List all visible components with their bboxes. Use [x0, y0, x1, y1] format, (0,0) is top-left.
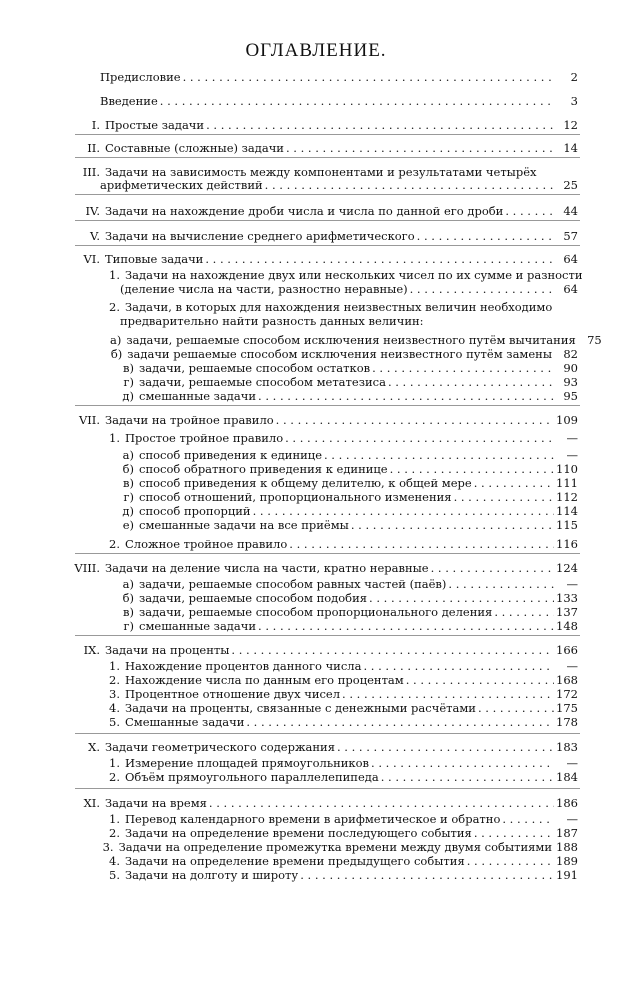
- section-number: 2.: [109, 537, 120, 551]
- toc-page-number: 2: [570, 70, 578, 84]
- toc-subsection[interactable]: [110, 504, 578, 518]
- toc-entry-text: Процентное отношение двух чисел: [125, 687, 341, 701]
- divider: [75, 553, 580, 554]
- toc-page-number: 64: [563, 252, 578, 266]
- toc-entry-text: Простые задачи: [105, 118, 205, 132]
- toc-section[interactable]: [100, 840, 578, 854]
- toc-entry-text: Сложное тройное правило: [125, 537, 288, 551]
- toc-subsection[interactable]: [110, 389, 578, 403]
- toc-page-number: —: [566, 812, 578, 826]
- divider: [75, 245, 580, 246]
- toc-section[interactable]: [100, 826, 578, 840]
- divider: [75, 194, 580, 195]
- toc-chapter-9[interactable]: [60, 643, 578, 657]
- subsection-letter: в): [123, 476, 134, 490]
- toc-entry-text: задачи, решаемые способом остатков: [139, 361, 371, 375]
- toc-entry-text: способ пропорций: [139, 504, 251, 518]
- chapter-number: III.: [82, 165, 100, 179]
- toc-entry-text: Задачи на время: [105, 796, 207, 810]
- toc-page-number: 189: [556, 854, 578, 868]
- toc-section[interactable]: [100, 687, 578, 701]
- toc-page-number: 184: [556, 770, 578, 784]
- subsection-letter: г): [123, 490, 134, 504]
- toc-section[interactable]: [100, 715, 578, 729]
- chapter-number: VII.: [78, 413, 100, 427]
- subsection-letter: д): [122, 389, 134, 403]
- toc-subsection[interactable]: [110, 591, 578, 605]
- chapter-number: II.: [87, 141, 100, 155]
- toc-page-number: 112: [556, 490, 578, 504]
- toc-entry-text: задачи, решаемые способом исключения неизвестного путём вычитания: [126, 333, 576, 347]
- toc-section[interactable]: [100, 701, 578, 715]
- toc-entry-text: Задачи на вычисление среднего арифметического: [105, 229, 415, 243]
- toc-subsection[interactable]: [110, 476, 578, 490]
- section-number: 4.: [109, 701, 120, 715]
- section-number: 1.: [109, 812, 120, 826]
- chapter-number: IX.: [83, 643, 100, 657]
- toc-page-number: 191: [556, 868, 578, 882]
- toc-entry-text: задачи, решаемые способом равных частей (паёв): [139, 577, 447, 591]
- toc-subsection[interactable]: [110, 518, 578, 532]
- toc-page-number: 110: [556, 462, 578, 476]
- toc-entry-text: Задачи на определение промежутка времени между двумя событиями: [118, 840, 552, 854]
- toc-page-number: 124: [556, 561, 578, 575]
- toc-entry-continuation: (деление числа на части, разностно неравные): [120, 282, 408, 296]
- toc-section[interactable]: [100, 756, 578, 770]
- toc-entry-text: задачи решаемые способом исключения неизвестного путём замены: [127, 347, 552, 361]
- toc-entry-text: Задачи на проценты: [105, 643, 230, 657]
- toc-entry-text: Задачи на нахождение двух или нескольких чисел по их сумме и разности: [125, 268, 583, 282]
- divider: [75, 788, 580, 789]
- section-number: 1.: [109, 268, 120, 282]
- toc-page-number: —: [566, 659, 578, 673]
- toc-chapter-1[interactable]: [60, 118, 578, 132]
- toc-entry-text: Составные (сложные) задачи: [105, 141, 284, 155]
- toc-entry-text: Задачи на определение времени предыдущего события: [125, 854, 465, 868]
- section-number: 2.: [109, 300, 120, 314]
- toc-chapter-3-title: [60, 165, 537, 179]
- toc-chapter-5[interactable]: [60, 229, 578, 243]
- toc-page-number: —: [566, 756, 578, 770]
- subsection-letter: б): [122, 462, 134, 476]
- toc-section[interactable]: [100, 812, 578, 826]
- divider: [75, 220, 580, 221]
- toc-section[interactable]: [100, 673, 578, 687]
- divider: [75, 733, 580, 734]
- toc-page-number: 115: [556, 518, 578, 532]
- toc-subsection[interactable]: [110, 347, 578, 361]
- toc-entry-continuation: арифметических действий: [100, 178, 263, 192]
- subsection-letter: в): [123, 361, 134, 375]
- toc-subsection[interactable]: [110, 577, 578, 591]
- toc-section[interactable]: [100, 431, 578, 445]
- toc-entry-text: Перевод календарного времени в арифметическое и обратно: [125, 812, 501, 826]
- toc-chapter-3[interactable]: [100, 178, 578, 192]
- toc-entry-text: Нахождение процентов данного числа: [125, 659, 362, 673]
- toc-entry-text: задачи, решаемые способом подобия: [139, 591, 368, 605]
- subsection-letter: б): [110, 347, 123, 361]
- toc-page-number: 82: [563, 347, 578, 361]
- subsection-letter: е): [122, 518, 134, 532]
- toc-entry-text: Задачи геометрического содержания: [105, 740, 335, 754]
- toc-page-number: 75: [587, 333, 602, 347]
- toc-section[interactable]: [100, 854, 578, 868]
- subsection-letter: г): [123, 375, 134, 389]
- chapter-number: VI.: [83, 252, 100, 266]
- toc-entry-text: Задачи на определение времени последующего события: [125, 826, 472, 840]
- toc-entry-text: способ отношений, пропорционального изменения: [139, 490, 452, 504]
- toc-section[interactable]: [100, 868, 578, 882]
- toc-entry-text: способ приведения к единице: [139, 448, 322, 462]
- toc-chapter-11[interactable]: [60, 796, 578, 810]
- chapter-number: V.: [90, 229, 100, 243]
- toc-page-number: 168: [556, 673, 578, 687]
- toc-page-number: 172: [556, 687, 578, 701]
- section-number: 2.: [109, 673, 120, 687]
- toc-page-number: —: [566, 577, 578, 591]
- toc-subsection[interactable]: [110, 375, 578, 389]
- section-number: 1.: [109, 756, 120, 770]
- toc-page-number: 3: [570, 94, 578, 108]
- toc-section-continuation: [120, 314, 424, 328]
- section-number: 4.: [109, 854, 120, 868]
- toc-entry-text: Задачи на долготу и широту: [125, 868, 299, 882]
- toc-entry-text: Предисловие: [100, 70, 181, 84]
- toc-section[interactable]: [100, 659, 578, 673]
- subsection-letter: а): [122, 448, 134, 462]
- toc-chapter-7[interactable]: [60, 413, 578, 427]
- chapter-number: IV.: [85, 204, 100, 218]
- toc-section[interactable]: [120, 282, 578, 296]
- toc-chapter-4[interactable]: [60, 204, 578, 218]
- toc-entry-text: Объём прямоугольного параллелепипеда: [125, 770, 379, 784]
- toc-entry-text: Нахождение числа по данным его процентам: [125, 673, 404, 687]
- subsection-letter: а): [110, 333, 122, 347]
- section-number: 2.: [109, 826, 120, 840]
- toc-subsection[interactable]: [110, 619, 578, 633]
- toc-page-number: 186: [556, 796, 578, 810]
- toc-section[interactable]: [100, 770, 578, 784]
- toc-page-number: 109: [556, 413, 578, 427]
- toc-page-number: —: [566, 448, 578, 462]
- toc-chapter-2[interactable]: [60, 141, 578, 155]
- section-number: 3.: [109, 687, 120, 701]
- toc-section-title: [100, 300, 552, 314]
- toc-entry-text: задачи, решаемые способом пропорционального деления: [139, 605, 493, 619]
- toc-entry-text: Задачи на проценты, связанные с денежными расчётами: [125, 701, 476, 715]
- chapter-number: XI.: [83, 796, 100, 810]
- chapter-number: X.: [88, 740, 100, 754]
- toc-page-number: 14: [563, 141, 578, 155]
- toc-section[interactable]: [100, 537, 578, 551]
- section-number: 2.: [109, 770, 120, 784]
- subsection-letter: в): [123, 605, 134, 619]
- divider: [75, 134, 580, 135]
- toc-subsection[interactable]: [110, 605, 578, 619]
- toc-entry-text: Задачи на зависимость между компонентами и результатами четырёх: [105, 165, 537, 179]
- toc-chapter-6[interactable]: [60, 252, 578, 266]
- toc-page-number: —: [566, 431, 578, 445]
- toc-subsection[interactable]: [110, 462, 578, 476]
- toc-entry-text: Задачи, в которых для нахождения неизвестных величин необходимо: [125, 300, 553, 314]
- toc-page-number: 95: [563, 389, 578, 403]
- subsection-letter: д): [122, 504, 134, 518]
- toc-page-number: 166: [556, 643, 578, 657]
- toc-page-number: 148: [556, 619, 578, 633]
- toc-subsection[interactable]: [110, 490, 578, 504]
- toc-page-number: 137: [556, 605, 578, 619]
- section-number: 1.: [109, 431, 120, 445]
- toc-entry-text: Простое тройное правило: [125, 431, 284, 445]
- toc-page-number: 111: [556, 476, 578, 490]
- page-title: ОГЛАВЛЕНИЕ.: [245, 40, 387, 61]
- toc-page-number: 188: [556, 840, 578, 854]
- toc-subsection[interactable]: [110, 333, 602, 347]
- toc-entry-text: Задачи на деление числа на части, кратно неравные: [105, 561, 429, 575]
- toc-entry-introduction[interactable]: [100, 94, 578, 108]
- chapter-number: VIII.: [74, 561, 100, 575]
- toc-entry-text: Типовые задачи: [105, 252, 204, 266]
- toc-page-number: 44: [563, 204, 578, 218]
- toc-entry-text: смешанные задачи: [139, 389, 257, 403]
- subsection-letter: б): [122, 591, 134, 605]
- toc-section-title: [100, 268, 583, 282]
- section-number: 5.: [109, 868, 120, 882]
- section-number: 1.: [109, 659, 120, 673]
- toc-entry-text: Задачи на нахождение дроби числа и числа по данной его дроби: [105, 204, 504, 218]
- toc-subsection[interactable]: [110, 448, 578, 462]
- toc-entry-text: задачи, решаемые способом метатезиса: [139, 375, 386, 389]
- toc-entry-text: Задачи на тройное правило: [105, 413, 274, 427]
- toc-page-number: 12: [563, 118, 578, 132]
- divider: [75, 157, 580, 158]
- toc-entry-text: Измерение площадей прямоугольников: [125, 756, 370, 770]
- toc-page-number: 178: [556, 715, 578, 729]
- toc-entry-continuation: предварительно найти разность данных величин:: [120, 314, 424, 328]
- toc-chapter-10[interactable]: [60, 740, 578, 754]
- toc-page-number: 90: [563, 361, 578, 375]
- toc-page-number: 187: [556, 826, 578, 840]
- toc-entry-text: Введение: [100, 94, 158, 108]
- toc-page-number: 183: [556, 740, 578, 754]
- toc-page-number: 175: [556, 701, 578, 715]
- toc-page-number: 114: [556, 504, 578, 518]
- toc-entry-text: смешанные задачи на все приёмы: [139, 518, 349, 532]
- toc-page-number: 57: [563, 229, 578, 243]
- toc-entry-text: Смешанные задачи: [125, 715, 245, 729]
- toc-page-number: 93: [563, 375, 578, 389]
- section-number: 5.: [109, 715, 120, 729]
- toc-entry-preface[interactable]: [100, 70, 578, 84]
- toc-page-number: 116: [556, 537, 578, 551]
- toc-subsection[interactable]: [110, 361, 578, 375]
- toc-entry-text: способ приведения к общему делителю, к общей мере: [139, 476, 472, 490]
- divider: [75, 635, 580, 636]
- toc-page-number: 64: [563, 282, 578, 296]
- chapter-number: I.: [91, 118, 100, 132]
- toc-entry-text: смешанные задачи: [139, 619, 257, 633]
- divider: [75, 405, 580, 406]
- toc-page-number: 133: [556, 591, 578, 605]
- toc-page-number: 25: [563, 178, 578, 192]
- subsection-letter: г): [123, 619, 134, 633]
- subsection-letter: а): [122, 577, 134, 591]
- section-number: 3.: [102, 840, 114, 854]
- toc-chapter-8[interactable]: [60, 561, 578, 575]
- toc-entry-text: способ обратного приведения к единице: [139, 462, 388, 476]
